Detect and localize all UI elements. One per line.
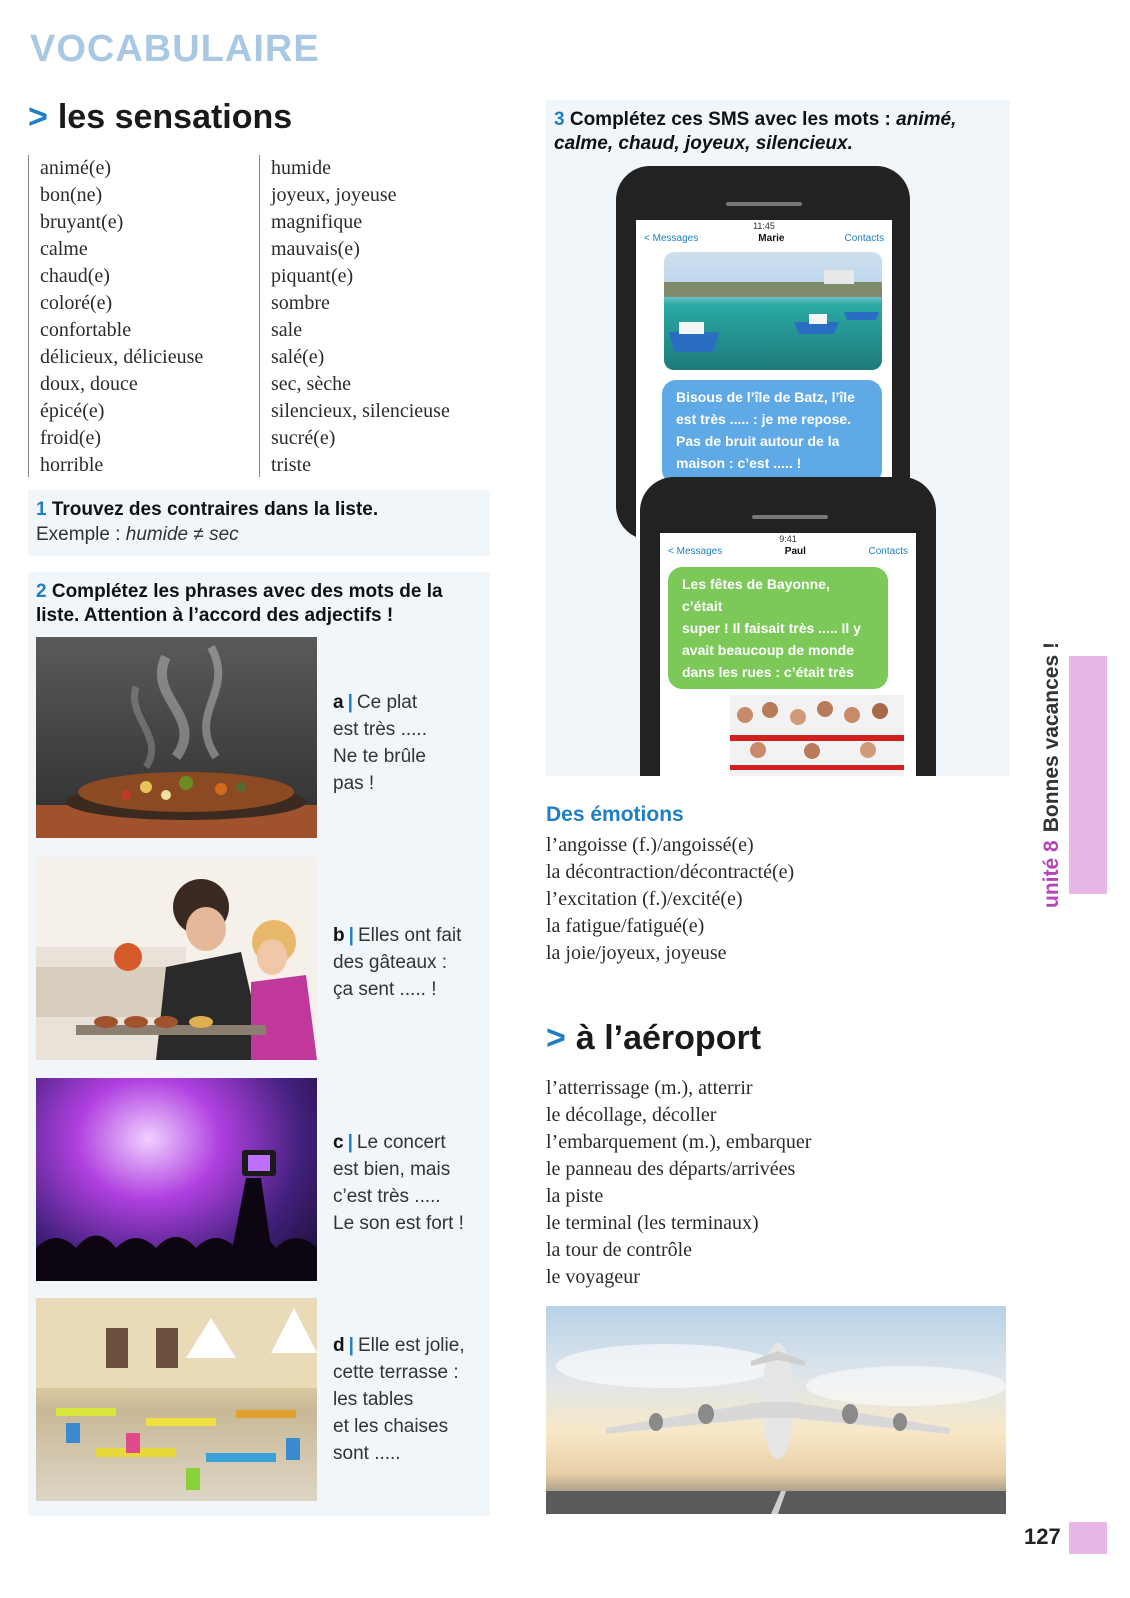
hot-dish-illustration [36,637,317,838]
emotions-list [546,832,794,967]
phone-screen-paul [660,533,916,776]
phone-speaker [726,202,802,206]
section-title-sensations: > les sensations [28,98,293,136]
exercise-3-instruction: 3 Complétez ces SMS avec les mots : animé, calme, chaud, joyeux, silencieux. [554,109,957,154]
messages-navbar [660,545,916,559]
contacts-link: Contacts [868,546,908,557]
question-c: c | Le concert est bien, mais c’est très ..... Le son est fort ! [333,1132,464,1234]
list-item: salé(e) [271,346,325,368]
list-item: la fatigue/fatigué(e) [546,915,705,937]
page-number-tab [1069,1522,1107,1554]
list-item: calme [40,238,88,260]
section-title-aeroport: > à l’aéroport [546,1019,762,1057]
unit-label: unité 8Bonnes vacances ! [1040,642,1063,908]
list-item: bon(ne) [40,184,103,206]
word-list-column-2 [259,155,450,477]
list-item: mauvais(e) [271,238,360,260]
phone-speaker [752,515,828,519]
harbor-illustration [664,252,882,370]
photo-concert [36,1078,317,1281]
list-item: bruyant(e) [40,211,124,233]
list-item: la joie/joyeux, joyeuse [546,942,727,964]
side-tab [1069,656,1107,894]
photo-terrace [36,1298,317,1501]
photo-airplane [546,1306,1006,1514]
emotions-title: Des émotions [546,803,684,826]
photo-fetes-crowd [730,695,904,776]
list-item: froid(e) [40,427,102,449]
list-item: sucré(e) [271,427,336,449]
list-item: silencieux, silencieuse [271,400,450,422]
exercise-2-instruction: 2 Complétez les phrases avec des mots de la liste. Attention à l’accord des adjectifs ! [36,581,443,626]
phone-paul [640,477,936,776]
list-item: l’atterrissage (m.), atterrir [546,1077,753,1099]
question-a: a | Ce plat est très ..... Ne te brûle pas ! [333,692,427,794]
contact-name: Marie [758,233,785,244]
page-header-title: VOCABULAIRE [30,28,320,70]
sms-bubble-marie: Bisous de l’île de Batz, l’île est très ..... : je me repose. Pas de bruit autour de la maison : c’est ..... ! [662,380,882,484]
list-item: la tour de contrôle [546,1239,693,1261]
photo-harbor [664,252,882,370]
list-item: piquant(e) [271,265,354,287]
list-item: le panneau des départs/arrivées [546,1158,796,1180]
photo-baking [36,857,317,1060]
list-item: humide [271,157,331,179]
list-item: confortable [40,319,132,341]
list-item: l’angoisse (f.)/angoissé(e) [546,834,754,856]
question-b: b | Elles ont fait des gâteaux : ça sent ..... ! [333,925,462,1000]
chevron-right-icon: > [546,1019,566,1057]
list-item: sale [271,319,303,341]
list-item: animé(e) [40,157,112,179]
terrace-illustration [36,1298,317,1501]
crowd-illustration [730,695,904,776]
sms-bubble-paul: Les fêtes de Bayonne, c’était super ! Il faisait très ..... Il y avait beaucoup de monde dans les rues : c’était très ..... et ..... [668,567,888,689]
status-time: 11:45 [753,221,775,231]
list-item: l’excitation (f.)/excité(e) [546,888,743,910]
messages-navbar [636,232,892,246]
back-to-messages: < Messages [644,233,699,244]
aeroport-list [546,1075,811,1291]
list-item: le voyageur [546,1266,640,1288]
airplane-illustration [546,1306,1006,1514]
list-item: chaud(e) [40,265,110,287]
list-item: horrible [40,454,104,476]
list-item: doux, douce [40,373,138,395]
list-item: magnifique [271,211,363,233]
list-item: le décollage, décoller [546,1104,717,1126]
concert-illustration [36,1078,317,1281]
list-item: sec, sèche [271,373,351,395]
photo-hot-dish [36,637,317,838]
page-number: 127 [1024,1524,1061,1549]
list-item: le terminal (les terminaux) [546,1212,759,1234]
exercise-1-instruction: 1 Trouvez des contraires dans la liste. [36,499,379,520]
list-item: triste [271,454,311,476]
list-item: épicé(e) [40,400,105,422]
baking-illustration [36,857,317,1060]
list-item: délicieux, délicieuse [40,346,204,368]
question-d: d | Elle est jolie, cette terrasse : les tables et les chaises sont ..... [333,1335,465,1464]
exercise-1-example: Exemple : humide ≠ sec [36,524,239,545]
contacts-link: Contacts [844,233,884,244]
chevron-right-icon: > [28,98,48,136]
status-time: 9:41 [779,534,797,544]
list-item: la piste [546,1185,604,1207]
list-item: la décontraction/décontracté(e) [546,861,795,883]
list-item: l’embarquement (m.), embarquer [546,1131,812,1153]
list-item: coloré(e) [40,292,113,314]
word-list-column-1 [28,155,203,477]
list-item: sombre [271,292,330,314]
list-item: joyeux, joyeuse [271,184,397,206]
back-to-messages: < Messages [668,546,723,557]
contact-name: Paul [784,546,806,557]
